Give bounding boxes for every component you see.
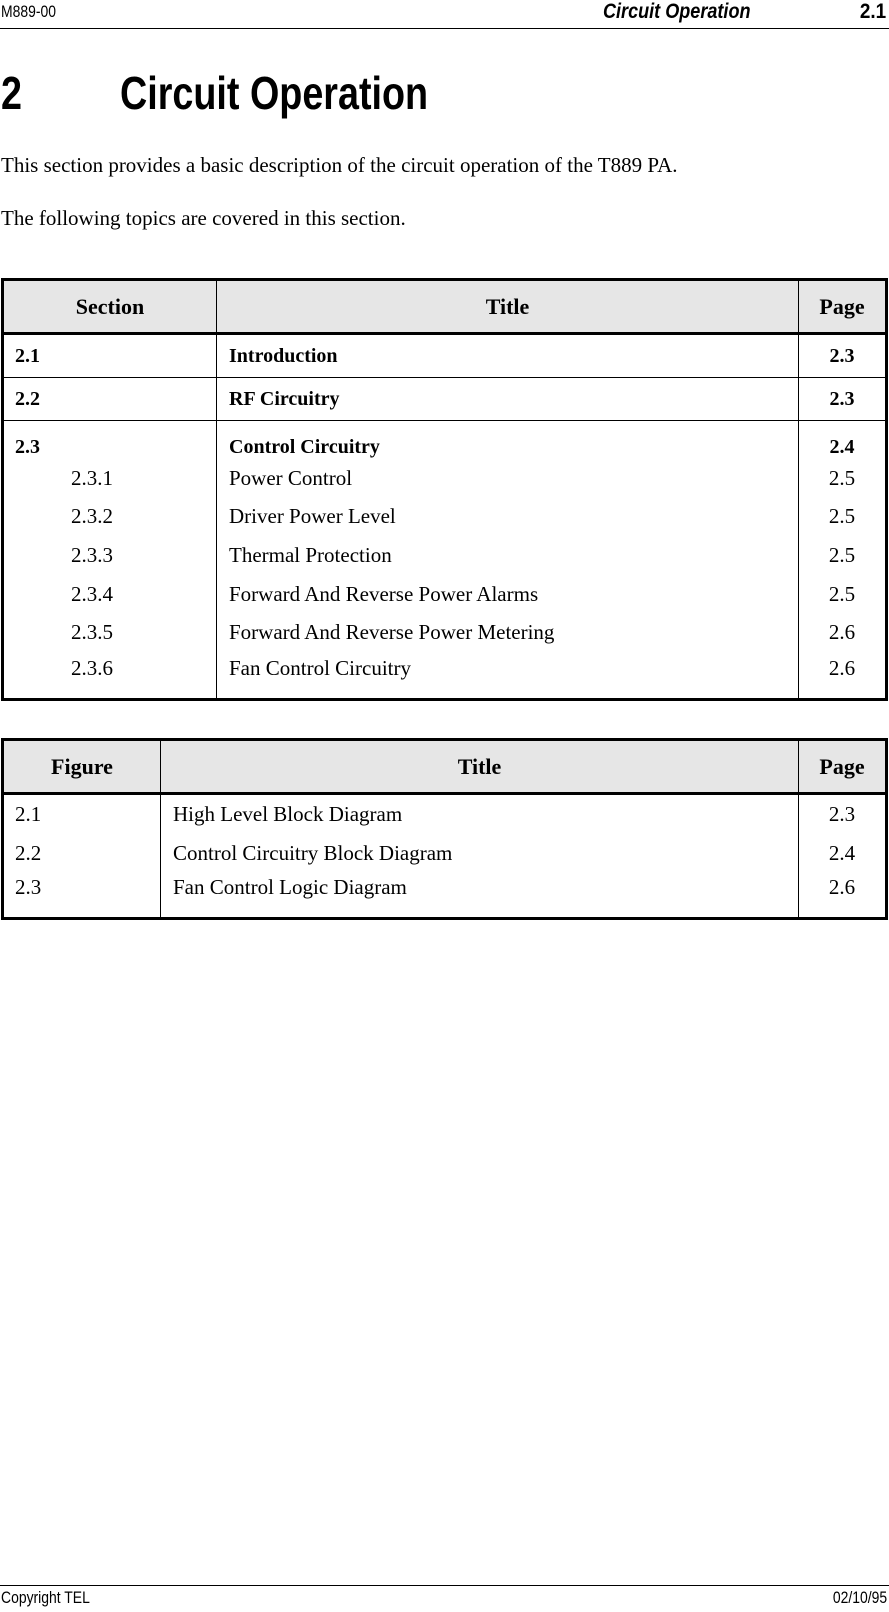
table-row (3, 794, 887, 835)
subsection-title: Forward And Reverse Power Metering (217, 613, 799, 652)
issue-date: 02/10/95 (832, 1588, 887, 1607)
table-row (3, 334, 887, 378)
sections-table (1, 278, 888, 701)
figure-page: 2.4 (828, 841, 856, 865)
figure-title: Fan Control Logic Diagram (161, 873, 799, 919)
subsection-page: 2.6 (828, 620, 856, 645)
section-number: 2.2 (3, 378, 217, 421)
section-number: 2.1 (3, 334, 217, 378)
copyright-notice: Copyright TEL (1, 1588, 90, 1607)
table-row (3, 421, 887, 460)
subsection-number: 2.3.2 (3, 498, 217, 537)
figure-page: 2.6 (828, 875, 856, 899)
subsection-title: Forward And Reverse Power Alarms (217, 575, 799, 614)
chapter-number: 2 (1, 67, 22, 119)
sections-table-header (3, 280, 887, 334)
column-header-title: Title (161, 740, 799, 794)
subsection-page: 2.6 (828, 655, 856, 680)
figure-number: 2.1 (3, 794, 161, 835)
figure-title: Control Circuitry Block Diagram (161, 834, 799, 873)
table-row (3, 536, 887, 575)
table-row (3, 378, 887, 421)
column-header-figure: Figure (3, 740, 161, 794)
page-number: 2.1 (859, 0, 886, 23)
table-row (3, 873, 887, 919)
figures-table-header (3, 740, 887, 794)
figures-table (1, 738, 888, 920)
figure-number: 2.3 (3, 873, 161, 919)
section-page: 2.4 (799, 421, 887, 460)
subsection-page: 2.5 (828, 542, 856, 567)
table-row (3, 652, 887, 700)
figure-title: High Level Block Diagram (161, 794, 799, 835)
section-title: Control Circuitry (217, 421, 799, 460)
column-header-title: Title (217, 280, 799, 334)
header-rule (0, 28, 889, 29)
section-page: 2.3 (799, 378, 887, 421)
section-page: 2.3 (829, 344, 855, 367)
chapter-title: Circuit Operation (120, 67, 429, 119)
section-title: RF Circuitry (217, 378, 799, 421)
subsection-number: 2.3.5 (3, 613, 217, 652)
table-row (3, 575, 887, 614)
topics-paragraph: The following topics are covered in this section. (1, 206, 406, 230)
subsection-number: 2.3.3 (3, 536, 217, 575)
subsection-number: 2.3.6 (3, 652, 217, 700)
figure-page: 2.3 (828, 802, 856, 826)
column-header-page: Page (799, 280, 887, 334)
subsection-title: Thermal Protection (217, 536, 799, 575)
column-header-section: Section (3, 280, 217, 334)
table-row (3, 834, 887, 873)
column-header-page: Page (799, 740, 887, 794)
intro-paragraph: This section provides a basic description of the circuit operation of the T889 PA. (1, 153, 678, 177)
subsection-number: 2.3.4 (3, 575, 217, 614)
table-row (3, 613, 887, 652)
subsection-title: Fan Control Circuitry (217, 652, 799, 700)
subsection-page: 2.5 (828, 581, 856, 606)
footer-rule (0, 1585, 889, 1586)
subsection-title: Power Control (217, 459, 799, 498)
running-section-title: Circuit Operation (603, 0, 751, 23)
subsection-number: 2.3.1 (3, 459, 217, 498)
subsection-title: Driver Power Level (217, 498, 799, 537)
table-row (3, 459, 887, 498)
subsection-page: 2.5 (828, 465, 856, 490)
section-title: Introduction (217, 334, 799, 378)
document-code: M889-00 (1, 2, 57, 21)
subsection-page: 2.5 (828, 504, 856, 529)
figure-number: 2.2 (3, 834, 161, 873)
table-row (3, 498, 887, 537)
section-number: 2.3 (3, 421, 217, 460)
